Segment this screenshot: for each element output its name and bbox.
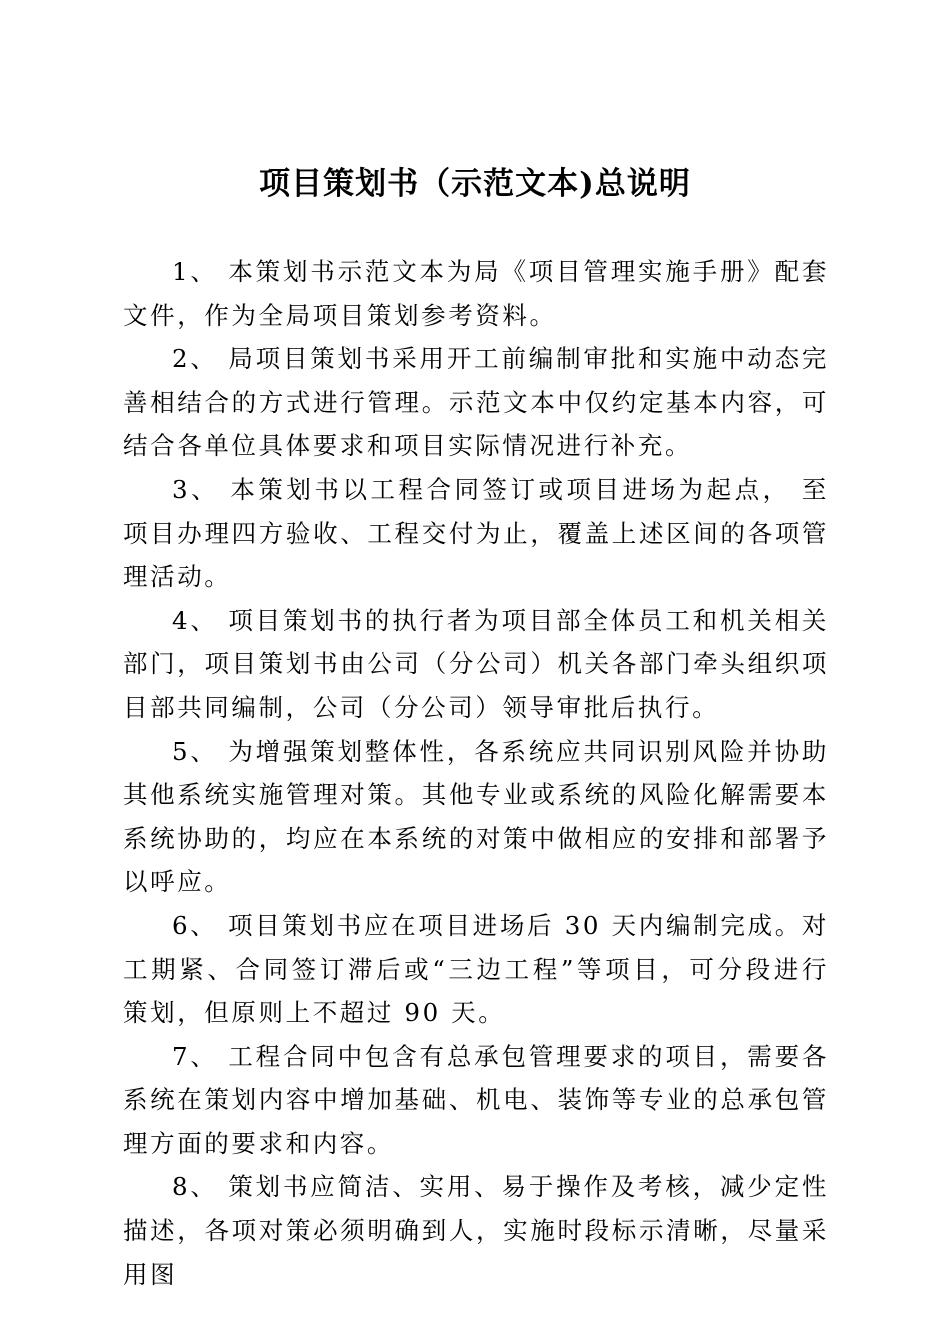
paragraph-4: 4、 项目策划书的执行者为项目部全体员工和机关相关部门，项目策划书由公司（分公司）机关各部门牵头组织项目部共同编制，公司（分公司）领导审批后执行。 <box>123 605 829 722</box>
document-body <box>123 250 829 1296</box>
paragraph-2: 2、 局项目策划书采用开工前编制审批和实施中动态完善相结合的方式进行管理。示范文本中仅约定基本内容，可结合各单位具体要求和项目实际情况进行补充。 <box>123 344 829 461</box>
paragraph-8: 8、 策划书应简洁、实用、易于操作及考核，减少定性描述，各项对策必须明确到人，实施时段标示清晰，尽量采用图 <box>123 1172 829 1289</box>
paragraph-5: 5、 为增强策划整体性，各系统应共同识别风险并协助其他系统实施管理对策。其他专业或系统的风险化解需要本系统协助的，均应在本系统的对策中做相应的安排和部署予以呼应。 <box>123 736 829 897</box>
paragraph-7: 7、 工程合同中包含有总承包管理要求的项目，需要各系统在策划内容中增加基础、机电、装饰等专业的总承包管理方面的要求和内容。 <box>123 1041 829 1158</box>
paragraph-3: 3、 本策划书以工程合同签订或项目进场为起点， 至项目办理四方验收、工程交付为止，覆盖上述区间的各项管理活动。 <box>123 474 829 592</box>
paragraph-1: 1、 本策划书示范文本为局《项目管理实施手册》配套文件，作为全局项目策划参考资料。 <box>123 257 829 330</box>
document-title: 项目策划书（示范文本)总说明 <box>259 166 691 202</box>
paragraph-6: 6、 项目策划书应在项目进场后 30 天内编制完成。对工期紧、合同签订滞后或“三边工程”等项目，可分段进行策划，但原则上不超过 90 天。 <box>123 910 829 1028</box>
